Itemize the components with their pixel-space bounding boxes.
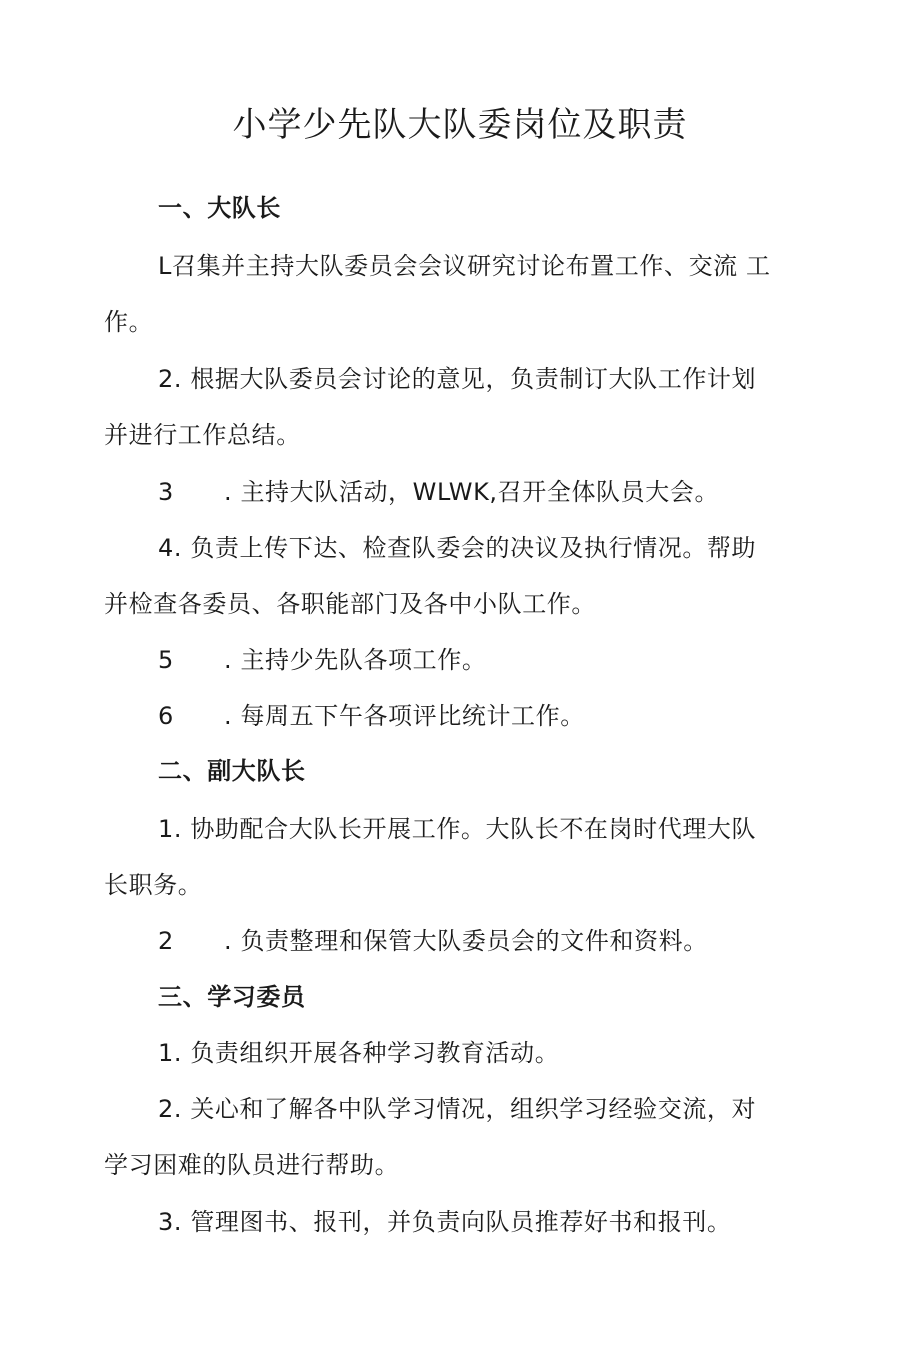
paragraph-3-1 [158, 1035, 559, 1071]
item-number: 4 [158, 534, 174, 562]
item-number: 2 [158, 927, 174, 955]
paragraph-3-2 [158, 1091, 756, 1127]
item-text: . 关心和了解各中队学习情况，组织学习经验交流，对 [173, 1095, 757, 1123]
item-number: 1 [158, 815, 174, 843]
paragraph-3-3 [158, 1204, 732, 1240]
item-text: . 负责组织开展各种学习教育活动。 [173, 1039, 560, 1067]
paragraph-2-1-continued: 长职务。 [104, 871, 203, 899]
paragraph-2-2 [158, 923, 708, 959]
item-number: 5 [158, 646, 174, 674]
paragraph-1-2-continued: 并进行工作总结。 [104, 421, 301, 449]
section-heading-1: 一、大队长 [158, 194, 281, 222]
paragraph-1-6 [158, 698, 585, 734]
item-number: 3 [158, 1208, 174, 1236]
item-text: . 主持少先队各项工作。 [224, 646, 487, 674]
paragraph-1-5 [158, 642, 486, 678]
paragraph-2-1 [158, 811, 756, 847]
item-text: . 根据大队委员会讨论的意见，负责制订大队工作计划 [173, 365, 757, 393]
section-heading-3: 三、学习委员 [158, 983, 306, 1011]
item-text: . 负责整理和保管大队委员会的文件和资料。 [224, 927, 708, 955]
item-text: . 协助配合大队长开展工作。大队长不在岗时代理大队 [173, 815, 757, 843]
paragraph-1-4 [158, 530, 756, 566]
item-text: . 主持大队活动，WLWK,召开全体队员大会。 [224, 478, 720, 506]
paragraph-1-4-continued: 并检查各委员、各职能部门及各中小队工作。 [104, 590, 596, 618]
item-text: . 每周五下午各项评比统计工作。 [224, 702, 585, 730]
paragraph-1-1-continued: 作。 [104, 308, 154, 336]
item-number: 6 [158, 702, 174, 730]
paragraph-1-2 [158, 361, 756, 397]
paragraph-1-3 [158, 474, 719, 510]
paragraph-3-2-continued: 学习困难的队员进行帮助。 [104, 1151, 400, 1179]
item-number: 3 [158, 478, 174, 506]
item-number: L [158, 252, 172, 280]
item-number: 1 [158, 1039, 174, 1067]
item-text: 召集并主持大队委员会会议研究讨论布置工作、交流 工 [171, 252, 771, 280]
item-number: 2 [158, 1095, 174, 1123]
paragraph-1-1 [158, 248, 771, 284]
document-title: 小学少先队大队委岗位及职责 [232, 105, 688, 145]
item-text: . 负责上传下达、检查队委会的决议及执行情况。帮助 [173, 534, 757, 562]
item-text: . 管理图书、报刊，并负责向队员推荐好书和报刊。 [173, 1208, 732, 1236]
section-heading-2: 二、副大队长 [158, 757, 306, 785]
item-number: 2 [158, 365, 174, 393]
